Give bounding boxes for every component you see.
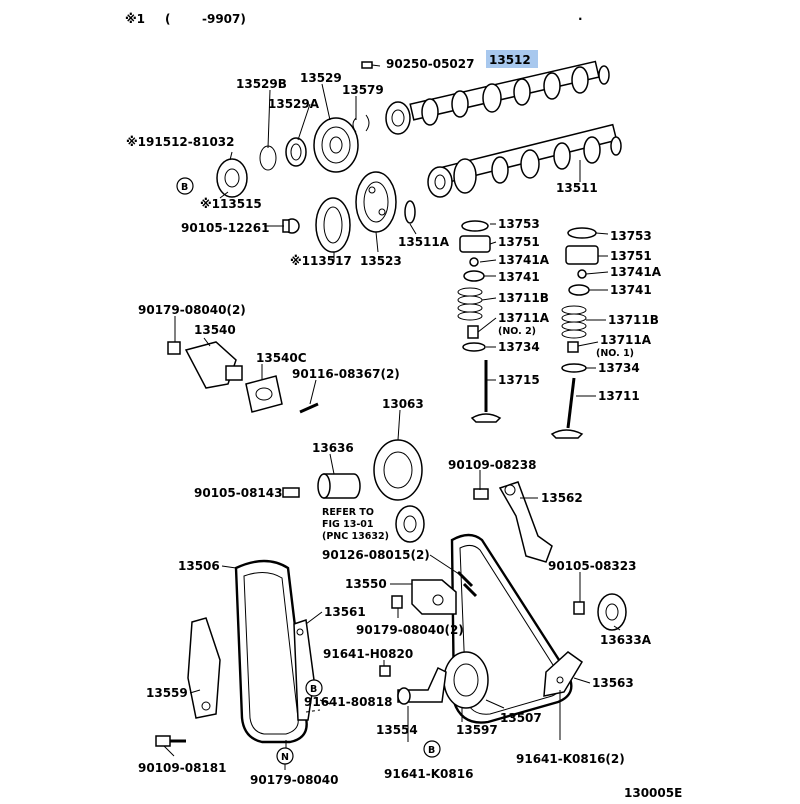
label-13753-right: 13753 [610,229,652,243]
label-13529A: 13529A [268,97,320,111]
label-90105-08323: 90105-08323 [548,559,637,573]
label-13711B-right: 13711B [608,313,659,327]
gasket-13540C[interactable] [246,376,282,412]
shim-13753-b[interactable] [568,228,596,238]
valve-train-left [458,221,500,422]
marker-B-3 [424,741,440,757]
keeper-13741A[interactable] [470,258,478,266]
label-13734-left: 13734 [498,340,540,354]
label-13561: 13561 [324,605,366,619]
label-13711A-left: 13711A [498,311,550,325]
marker-B-2 [306,680,322,696]
label-13711A-right: 13711A [600,333,652,347]
label-13512[interactable]: 13512 [489,53,531,67]
label-90105-08143: 90105-08143 [194,486,283,500]
marker-B-1 [177,178,193,194]
label-13559: 13559 [146,686,188,700]
lifter-13751[interactable] [460,236,490,252]
label-90109-08181: 90109-08181 [138,761,227,775]
label-91641-K0816-2: 91641-K0816(2) [516,752,625,766]
label-90179-08040-c: 90179-08040 [250,773,339,787]
header-note-symbol: ※1 [125,12,146,26]
gear-ref-13632[interactable] [396,506,424,542]
marker-B-1-text: B [181,182,189,193]
label-191512-81032: ※191512-81032 [126,135,235,149]
bolt-90109-08181[interactable] [156,736,186,746]
label-13741A-left: 13741A [498,253,550,267]
header-note-range: -9907) [202,12,246,26]
marker-N [277,748,293,764]
label-90250-05027: 90250-05027 [386,57,475,71]
label-13753-left: 13753 [498,217,540,231]
label-13741-right: 13741 [610,283,652,297]
pin-13579[interactable] [353,115,369,132]
label-90105-12261: 90105-12261 [181,221,270,235]
marker-B-2-text: B [310,684,318,695]
label-13562: 13562 [541,491,583,505]
marker-N-text: N [281,752,289,763]
label-13506: 13506 [178,559,220,573]
label-13741A-right: 13741A [610,265,662,279]
header-note-open: ( [165,12,171,26]
sensor-13540[interactable] [186,342,242,388]
label-13563: 13563 [592,676,634,690]
valve-train-right [552,228,598,438]
label-13529B: 13529B [236,77,287,91]
label-13540C: 13540C [256,351,307,365]
snap-ring-13529B[interactable] [260,146,276,170]
shim-13753[interactable] [462,221,488,231]
label-13741-left: 13741 [498,270,540,284]
valve-13715[interactable] [472,360,500,422]
idler-gear-13063[interactable] [374,440,422,500]
header-dot: · [578,12,583,26]
label-91641-K0816: 91641-K0816 [384,767,474,781]
retainer-13741[interactable] [464,271,484,281]
camshaft-gear-13529[interactable] [314,118,358,172]
camshaft-13512[interactable] [386,61,609,134]
label-13636: 13636 [312,441,354,455]
gear-13633A[interactable] [598,594,626,630]
bolt-90109-08238[interactable] [474,489,488,499]
ring-13529A[interactable] [286,138,306,166]
bolt-90105-08323[interactable] [574,602,584,614]
label-13734-right: 13734 [598,361,640,375]
label-113517: ※113517 [290,254,352,268]
label-no2: (NO. 2) [498,326,537,337]
keeper-13741A-b[interactable] [578,270,586,278]
plug-90250[interactable] [362,62,372,68]
label-90116-08367: 90116-08367(2) [292,367,400,381]
label-90126-08015: 90126-08015(2) [322,548,430,562]
label-13511: 13511 [556,181,598,195]
bolt-90105-12261[interactable] [283,219,299,233]
label-13511A: 13511A [398,235,450,249]
stud-90116[interactable] [300,404,318,412]
label-13554: 13554 [376,723,418,737]
label-113515: ※113515 [200,197,262,211]
spring-13711B-b[interactable] [562,306,586,338]
label-90179-08040-2: 90179-08040(2) [138,303,246,317]
label-13751-right: 13751 [610,249,652,263]
label-refer-to: REFER TO [322,507,374,518]
label-fig-13-01: FIG 13-01 [322,519,374,530]
label-13711: 13711 [598,389,640,403]
tensioner-13554[interactable] [398,668,446,704]
shaft-13636[interactable] [318,474,360,498]
label-no1: (NO. 1) [596,348,635,359]
spring-13711B[interactable] [458,288,482,320]
bolt-90105-08143[interactable] [283,488,299,497]
label-90179-08040-b: 90179-08040(2) [356,623,464,637]
label-91641-80818: 91641-80818 [304,695,393,709]
damper-13563[interactable] [544,652,582,696]
label-13579: 13579 [342,83,384,97]
marker-B-3-text: B [428,745,436,756]
bolt-90179-08040[interactable] [168,342,180,354]
gear-13511A[interactable] [405,201,415,223]
label-13711B-left: 13711B [498,291,549,305]
seal-13711A-b[interactable] [568,342,578,352]
label-pnc-13632: (PNC 13632) [322,531,389,542]
sprocket-13597[interactable] [444,652,488,708]
label-13633A: 13633A [600,633,652,647]
label-91641-H0820: 91641-H0820 [323,647,414,661]
bolt-90179-08040-b[interactable] [392,596,402,608]
label-90109-08238: 90109-08238 [448,458,537,472]
gear-113515[interactable] [217,159,247,197]
seat-13734[interactable] [463,343,485,351]
lifter-13751-b[interactable] [566,246,598,264]
figure-code: 130005E [624,786,683,800]
gear-113517[interactable] [316,198,350,252]
tensioner-13550[interactable] [412,580,456,614]
label-13529: 13529 [300,71,342,85]
bolt-91641-H0820[interactable] [380,666,390,676]
label-13550: 13550 [345,577,387,591]
slipper-13559[interactable] [188,618,220,718]
valve-13711[interactable] [552,378,582,438]
label-13063: 13063 [382,397,424,411]
label-13507: 13507 [500,711,542,725]
retainer-13741-b[interactable] [569,285,589,295]
label-13715: 13715 [498,373,540,387]
seal-13711A[interactable] [468,326,478,338]
sprocket-13523[interactable] [356,172,396,232]
seat-13734-b[interactable] [562,364,586,372]
label-13540: 13540 [194,323,236,337]
label-13597: 13597 [456,723,498,737]
label-13751-left: 13751 [498,235,540,249]
label-13523: 13523 [360,254,402,268]
